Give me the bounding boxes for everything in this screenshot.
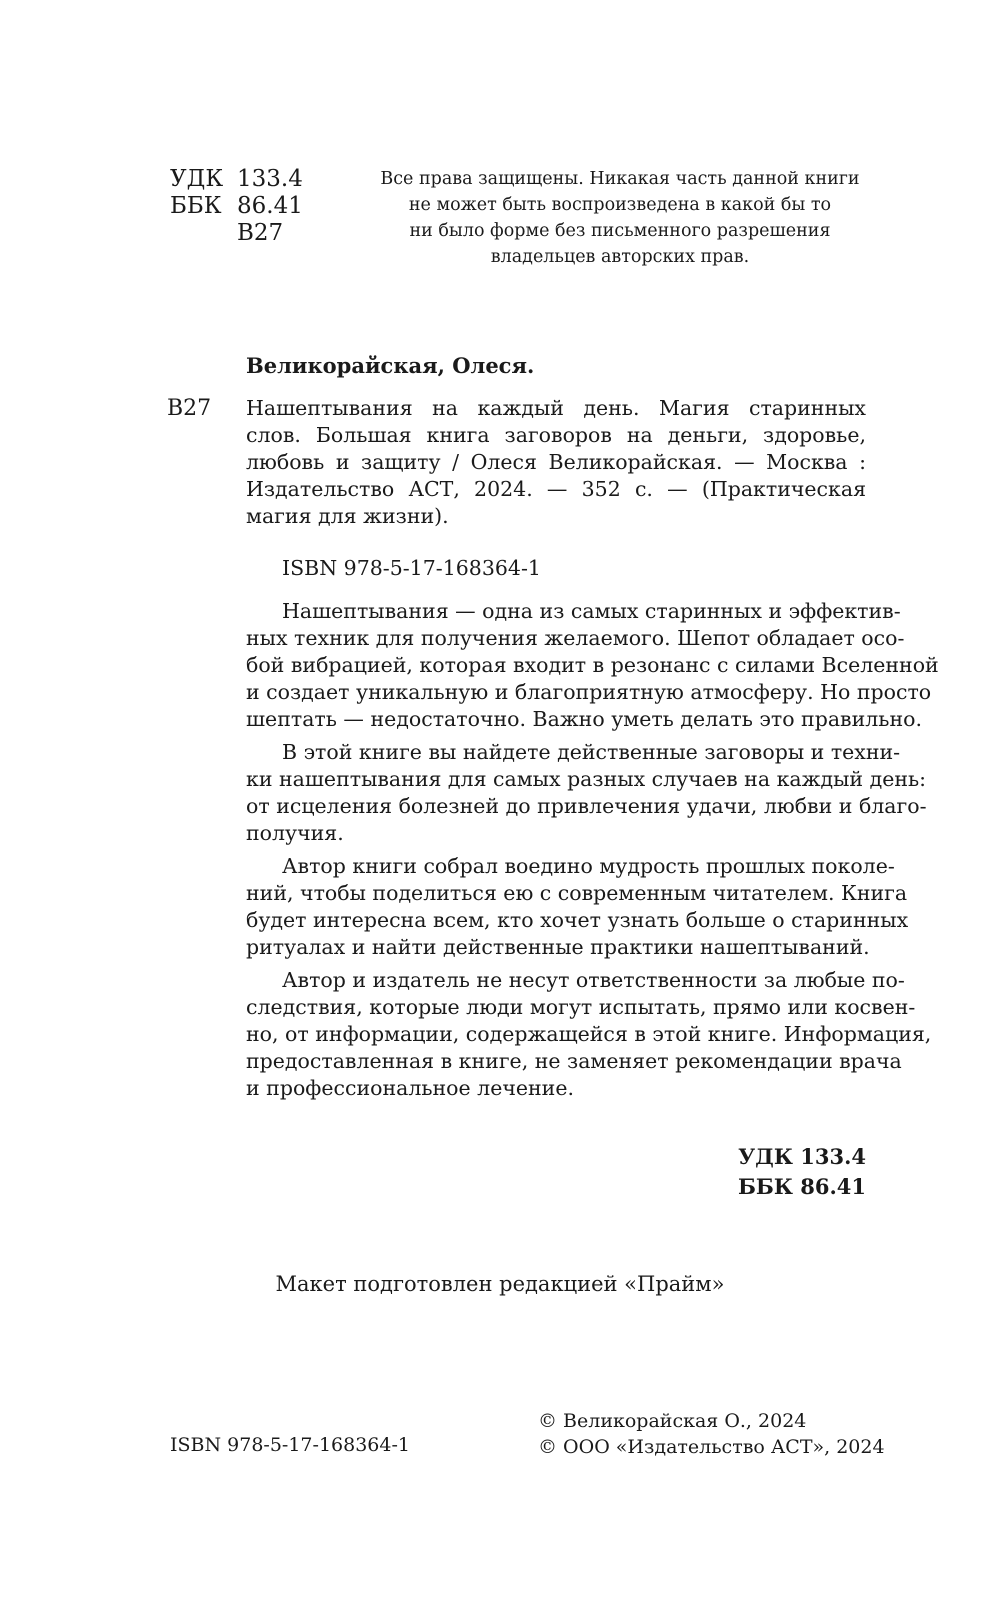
bib-line: Нашептывания на каждый день. Магия старинных bbox=[246, 396, 866, 420]
bbk-value: 86.41 bbox=[237, 193, 303, 219]
abstract-paragraph bbox=[246, 598, 939, 733]
classification-codes-bold bbox=[700, 1142, 866, 1202]
abstract-line: Автор и издатель не несут ответственности за любые по- bbox=[282, 968, 905, 992]
author-mark: В27 bbox=[237, 220, 284, 246]
abstract-paragraph bbox=[246, 853, 909, 961]
udk-value: 133.4 bbox=[237, 166, 303, 192]
abstract-line: предоставленная в книге, не заменяет рекомендации врача bbox=[246, 1049, 902, 1073]
abstract-paragraph bbox=[246, 739, 927, 847]
author-heading: Великорайская, Олеся. bbox=[246, 353, 535, 378]
author-mark-row bbox=[170, 220, 303, 247]
abstract-line: шептать — недостаточно. Важно уметь делать это правильно. bbox=[246, 707, 922, 731]
bbk-row bbox=[170, 193, 303, 220]
bibliographic-entry bbox=[246, 395, 866, 530]
bib-line: магия для жизни). bbox=[246, 504, 449, 528]
rights-notice bbox=[380, 166, 860, 270]
rights-line: ни было форме без письменного разрешения bbox=[409, 221, 831, 241]
isbn-line: ISBN 978-5-17-168364-1 bbox=[282, 556, 541, 580]
bbk-code: ББК 86.41 bbox=[737, 1174, 866, 1199]
abstract-line: ний, чтобы поделиться ею с современным читателем. Книга bbox=[246, 881, 908, 905]
udk-row bbox=[170, 166, 303, 193]
author-mark-side: В27 bbox=[167, 396, 212, 421]
abstract-line: но, от информации, содержащейся в этой книге. Информация, bbox=[246, 1022, 932, 1046]
abstract-line: Нашептывания — одна из самых старинных и эффектив- bbox=[282, 599, 901, 623]
abstract-line: Автор книги собрал воедино мудрость прошлых поколе- bbox=[282, 854, 895, 878]
abstract-line: ритуалах и найти действенные практики нашептываний. bbox=[246, 935, 870, 959]
abstract-line: В этой книге вы найдете действенные заговоры и техни- bbox=[282, 740, 901, 764]
abstract-paragraph bbox=[246, 967, 932, 1102]
abstract-line: бой вибрацией, которая входит в резонанс с силами Вселенной bbox=[246, 653, 939, 677]
classification-codes bbox=[170, 166, 303, 247]
rights-line: Все права защищены. Никакая часть данной книги bbox=[380, 169, 860, 189]
rights-line: владельцев авторских прав. bbox=[490, 247, 750, 267]
udk-code: УДК 133.4 bbox=[738, 1144, 866, 1169]
bbk-label: ББК bbox=[170, 193, 222, 219]
abstract bbox=[246, 598, 939, 1108]
copyright-publisher: © ООО «Издательство АСТ», 2024 bbox=[538, 1436, 885, 1458]
bib-line: слов. Большая книга заговоров на деньги, здоровье, bbox=[246, 423, 866, 447]
abstract-line: будет интересна всем, кто хочет узнать больше о старинных bbox=[246, 908, 909, 932]
bib-line: Издательство АСТ, 2024. — 352 с. — (Практическая bbox=[246, 477, 866, 501]
bib-line: любовь и защиту / Олеся Великорайская. — Москва : bbox=[246, 450, 866, 474]
abstract-line: получия. bbox=[246, 821, 344, 845]
rights-line: не может быть воспроизведена в какой бы то bbox=[408, 195, 832, 215]
udk-label: УДК bbox=[170, 166, 224, 192]
copyright-block bbox=[538, 1408, 885, 1460]
abstract-line: ки нашептывания для самых разных случаев на каждый день: bbox=[246, 767, 927, 791]
abstract-line: следствия, которые люди могут испытать, прямо или косвен- bbox=[246, 995, 916, 1019]
copyright-author: © Великорайская О., 2024 bbox=[538, 1410, 807, 1432]
footer-isbn: ISBN 978-5-17-168364-1 bbox=[170, 1434, 410, 1456]
abstract-line: от исцеления болезней до привлечения удачи, любви и благо- bbox=[246, 794, 927, 818]
layout-note: Макет подготовлен редакцией «Прайм» bbox=[275, 1272, 725, 1296]
abstract-line: ных техник для получения желаемого. Шепот обладает осо- bbox=[246, 626, 905, 650]
abstract-line: и создает уникальную и благоприятную атмосферу. Но просто bbox=[246, 680, 932, 704]
abstract-line: и профессиональное лечение. bbox=[246, 1076, 574, 1100]
